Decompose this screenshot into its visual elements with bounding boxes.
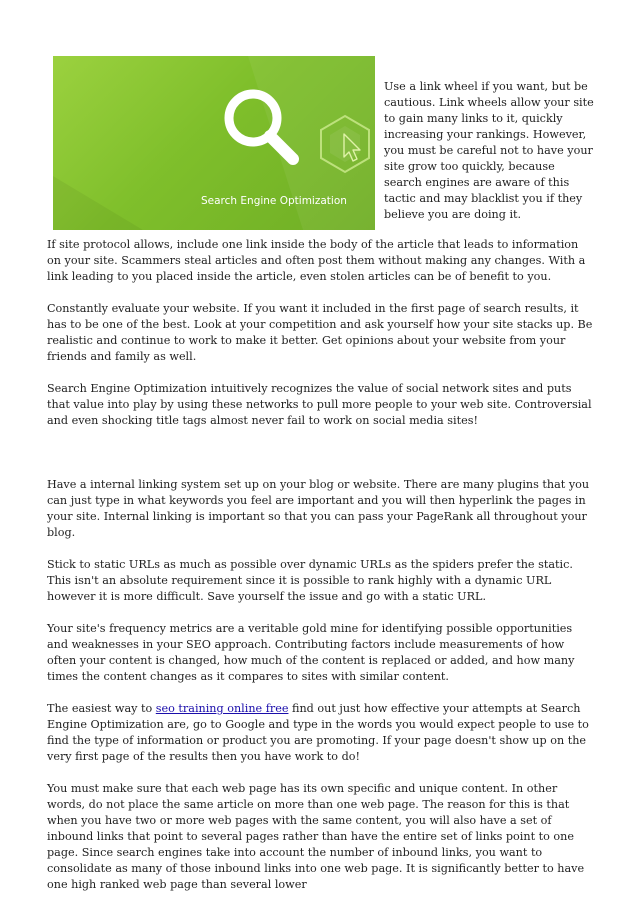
seo-training-link[interactable]: seo training online free bbox=[155, 702, 289, 715]
paragraph-4: Have a internal linking system set up on your blog or website. There are many plugins that you can just type in what keywords you feel are important and you will then hyperlink the pages in your site. Internal linking is important so that you can pass your PageRank all throughout your blog. bbox=[47, 478, 590, 539]
seo-hero-image bbox=[53, 56, 375, 230]
paragraph-link bbox=[47, 701, 595, 765]
paragraph-last: You must make sure that each web page has its own specific and unique content. In other words, do not place the same article on more than one web page. The reason for this is that when you have two or more web pages with the same content, you will also have a set of inbound links that point to several pages rather than have the entire set of links point to one page. Since search engines take into account the number of inbound links, you want to consolidate as many of those inbound links into one web page. It is significantly better to have one high ranked web page than several lower bbox=[47, 782, 585, 891]
hero-caption: Search Engine Optimization bbox=[201, 195, 347, 207]
paragraph-2: Constantly evaluate your website. If you want it included in the first page of search results, it has to be one of the best. Look at your competition and ask yourself how your site stacks up. Be realistic and continue to work to make it better. Get opinions about your website from your friends and family as well. bbox=[47, 302, 593, 363]
link-paragraph-after: find out just how effective your attempts at Search Engine Optimization are, go to Google and type in the words you would expect people to use to find the type of information or product you are promoting. If your page doesn't show up on the very first page of the results then you have work to do! bbox=[47, 702, 589, 763]
link-paragraph-before: The easiest way to bbox=[47, 702, 156, 715]
article-body bbox=[47, 237, 595, 909]
paragraph-1: If site protocol allows, include one link inside the body of the article that leads to information on your site. Scammers steal articles and often post them without making any changes. With a link leading to you placed inside the article, even stolen articles can be of benefit to you. bbox=[47, 238, 586, 283]
paragraph-5: Stick to static URLs as much as possible over dynamic URLs as the spiders prefer the static. This isn't an absolute requirement since it is possible to rank highly with a dynamic URL however it is more difficult. Save yourself the issue and go with a static URL. bbox=[47, 558, 573, 603]
paragraph-3: Search Engine Optimization intuitively recognizes the value of social network sites and puts that value into play by using these networks to pull more people to your web site. Controversial and even shocking title tags almost never fail to work on social media sites! bbox=[47, 382, 592, 427]
side-paragraph: Use a link wheel if you want, but be cautious. Link wheels allow your site to gain many links to it, quickly increasing your rankings. However, you must be careful not to have your site grow too quickly, because search engines are aware of this tactic and may blacklist you if they believe you are doing it. bbox=[384, 80, 594, 221]
paragraph-6: Your site's frequency metrics are a veritable gold mine for identifying possible opportunities and weaknesses in your SEO approach. Contributing factors include measurements of how often your content is changed, how much of the content is replaced or added, and how many times the content changes as it compares to sites with similar content. bbox=[47, 622, 575, 683]
